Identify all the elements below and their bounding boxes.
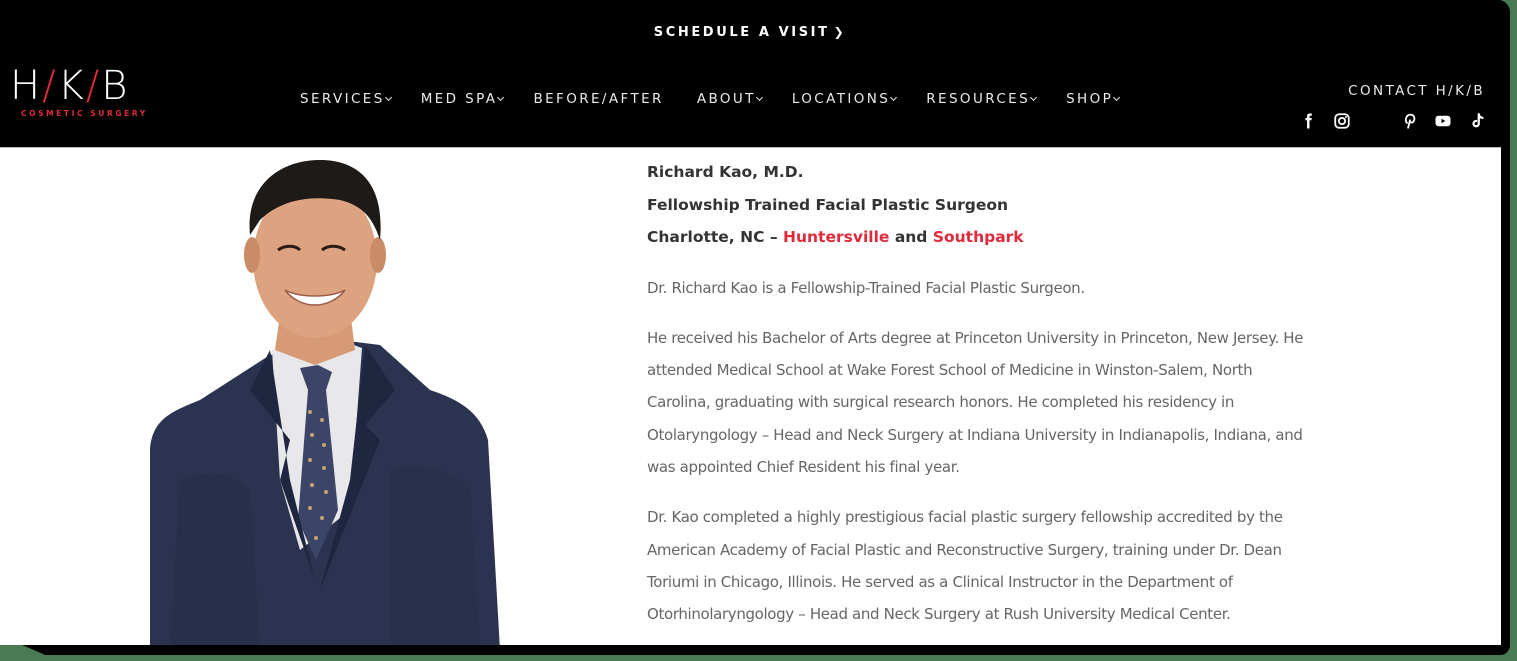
contact-link[interactable]: CONTACT H/K/B [1348,83,1485,99]
doctor-bio [647,156,1407,630]
site-header [0,0,1501,148]
chevron-right-icon: ❯ [833,25,847,39]
schedule-visit-link[interactable] [0,25,1500,40]
facebook-icon[interactable] [1299,112,1317,130]
chevron-down-icon [497,93,504,100]
logo-mark: H/K/B [10,63,130,109]
youtube-icon[interactable] [1434,112,1452,130]
chevron-down-icon [1030,93,1037,100]
logo-subtitle: COSMETIC SURGERY [21,109,148,118]
chevron-down-icon [385,93,392,100]
bio-paragraph-fellowship: Dr. Kao completed a highly prestigious facial plastic surgery fellowship accredited by the American Academy of Facial Plastic and Reconstructive Surgery, training under Dr. Dean Toriumi in Chicago, Illinois. He served as a Clinical Instructor in the Department of Otorhinolaryngology – Head and Neck Surgery at Rush University Medical Center. [647,508,1283,624]
chevron-down-icon [756,93,763,100]
bio-paragraph-intro: Dr. Richard Kao is a Fellowship-Trained Facial Plastic Surgeon. [647,278,1085,297]
nav-item-med-spa[interactable]: MED SPA [421,91,504,107]
nav-item-about[interactable]: ABOUT [697,91,762,107]
nav-item-before-after[interactable]: BEFORE/AFTER [533,91,664,107]
location-link-huntersville[interactable]: Huntersville [783,228,890,246]
main-nav [300,91,1149,107]
location-city: Charlotte, NC [647,228,765,246]
hkb-logo[interactable] [10,63,160,122]
nav-item-locations[interactable]: LOCATIONS [792,91,896,107]
doctor-locations: Charlotte, NC – Huntersville and Southpark [647,228,1024,246]
bio-paragraph-education: He received his Bachelor of Arts degree at Princeton University in Princeton, New Jersey. He attended Medical School at Wake Forest School of Medicine in Winston-Salem, North Carolina, graduating with surgical research honors. He completed his residency in Otolaryngology – Head and Neck Surgery at Indiana University in Indianapolis, Indiana, and was appointed Chief Resident his final year. [647,328,1304,476]
tiktok-icon[interactable] [1469,112,1487,130]
chevron-down-icon [890,93,897,100]
nav-item-services[interactable]: SERVICES [300,91,391,107]
pinterest-icon[interactable] [1401,112,1419,130]
nav-item-resources[interactable]: RESOURCES [926,91,1036,107]
chevron-down-icon [1113,93,1120,100]
doctor-name: Richard Kao, M.D. [647,163,804,181]
doctor-portrait-photo [140,150,510,645]
schedule-visit-label: SCHEDULE A VISIT [653,25,830,40]
social-links [1297,112,1497,132]
instagram-icon[interactable] [1333,112,1351,130]
nav-item-shop[interactable]: SHOP [1066,91,1119,107]
location-link-southpark[interactable]: Southpark [932,228,1024,246]
doctor-title: Fellowship Trained Facial Plastic Surgeon [647,195,1009,214]
